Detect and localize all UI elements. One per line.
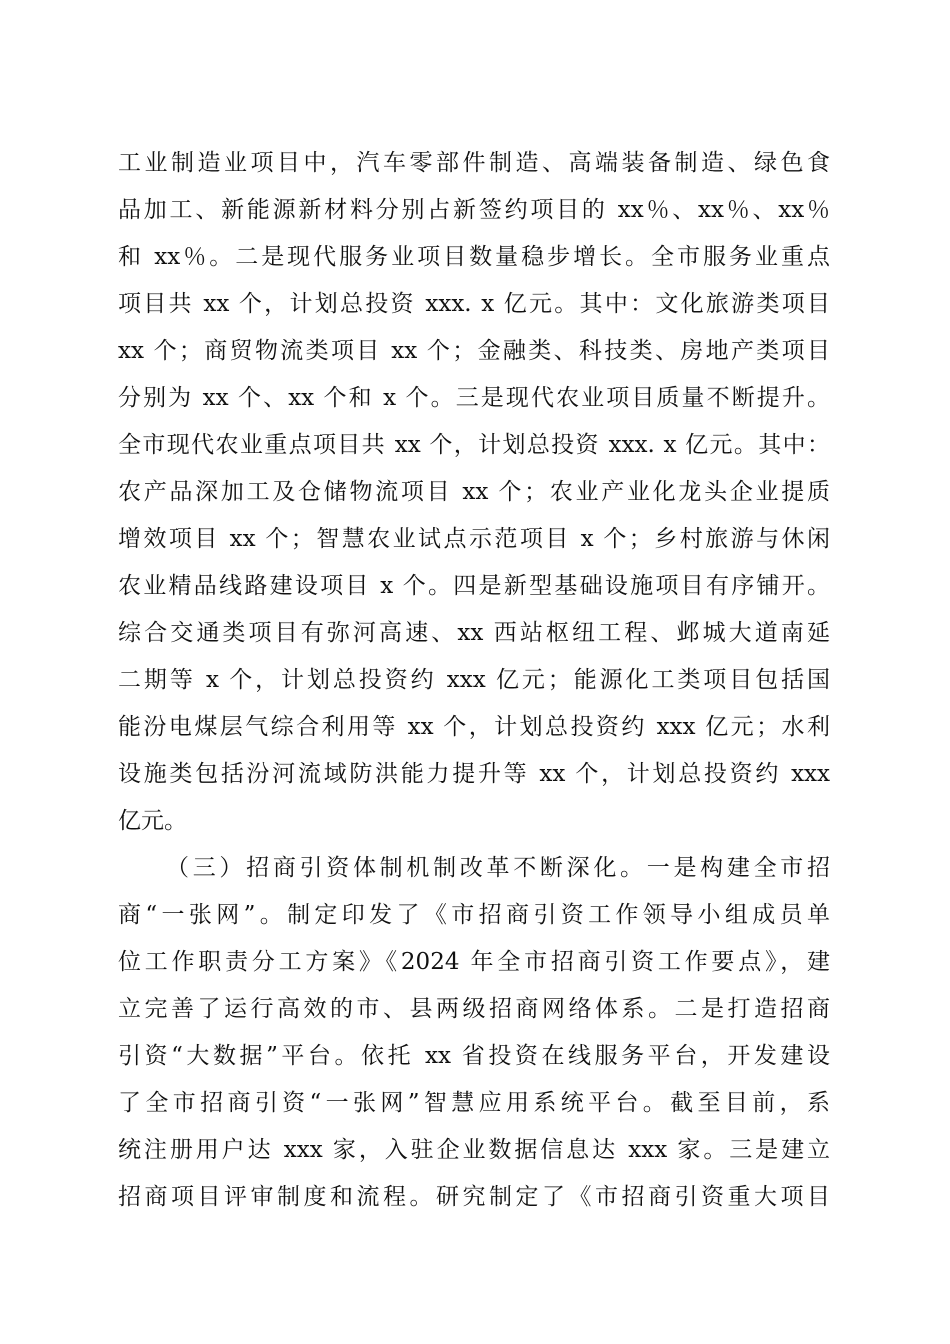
text-line: 增效项目 xx 个；智慧农业试点示范项目 x 个；乡村旅游与休闲: [118, 526, 830, 552]
text-line: 和 xx％。二是现代服务业项目数量稳步增长。全市服务业重点: [118, 244, 830, 270]
text-line: xx 个；商贸物流类项目 xx 个；金融类、科技类、房地产类项目: [118, 338, 830, 364]
document-body: [118, 140, 830, 1221]
text-line: 农业精品线路建设项目 x 个。四是新型基础设施项目有序铺开。: [118, 573, 830, 599]
text-line: 全市现代农业重点项目共 xx 个，计划总投资 xxx. x 亿元。其中：: [118, 432, 830, 458]
paragraph-investment-reform: [118, 845, 830, 1221]
text-line: 项目共 xx 个，计划总投资 xxx. x 亿元。其中：文化旅游类项目: [118, 291, 830, 317]
text-line: 引资“大数据”平台。依托 xx 省投资在线服务平台，开发建设: [118, 1043, 830, 1069]
text-line: 分别为 xx 个、xx 个和 x 个。三是现代农业项目质量不断提升。: [118, 385, 830, 411]
text-line: 工业制造业项目中，汽车零部件制造、高端装备制造、绿色食: [118, 150, 830, 176]
section-heading-line: （三）招商引资体制机制改革不断深化。一是构建全市招: [166, 855, 830, 881]
text-line: 二期等 x 个，计划总投资约 xxx 亿元；能源化工类项目包括国: [118, 667, 830, 693]
text-line: 农产品深加工及仓储物流项目 xx 个；农业产业化龙头企业提质: [118, 479, 830, 505]
paragraph-investment-projects: [118, 140, 830, 845]
text-line: 统注册用户达 xxx 家，入驻企业数据信息达 xxx 家。三是建立: [118, 1137, 830, 1163]
text-line: 设施类包括汾河流域防洪能力提升等 xx 个，计划总投资约 xxx: [118, 761, 830, 787]
text-line: 亿元。: [118, 808, 187, 834]
text-line: 位工作职责分工方案》《2024 年全市招商引资工作要点》，建: [118, 949, 830, 975]
text-line: 立完善了运行高效的市、县两级招商网络体系。二是打造招商: [118, 996, 830, 1022]
text-line: 综合交通类项目有弥河高速、xx 西站枢纽工程、邺城大道南延: [118, 620, 830, 646]
text-line: 品加工、新能源新材料分别占新签约项目的 xx％、xx％、xx％: [118, 197, 830, 223]
text-line: 了全市招商引资“一张网”智慧应用系统平台。截至目前，系: [118, 1090, 830, 1116]
text-line: 招商项目评审制度和流程。研究制定了《市招商引资重大项目: [118, 1184, 830, 1210]
text-line: 能汾电煤层气综合利用等 xx 个，计划总投资约 xxx 亿元；水利: [118, 714, 830, 740]
text-line: 商“一张网”。制定印发了《市招商引资工作领导小组成员单: [118, 902, 830, 928]
